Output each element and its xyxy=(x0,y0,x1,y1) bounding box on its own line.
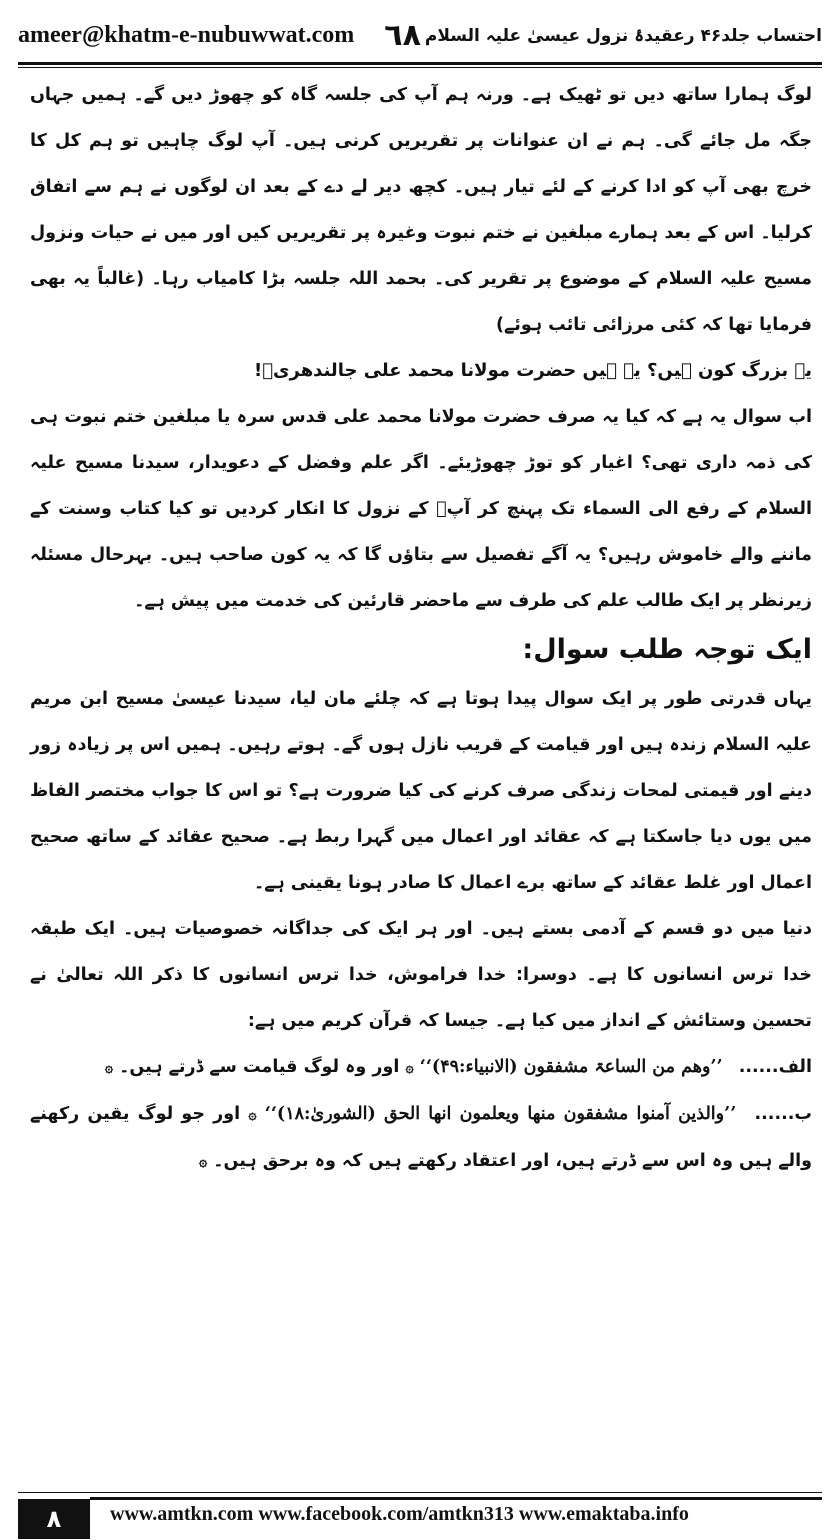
paragraph-1: لوگ ہمارا ساتھ دیں تو ٹھیک ہے۔ ورنہ ہم آپ کی جلسہ گاہ کو چھوڑ دیں گے۔ ہمیں جہاں جگہ مل جائے گی۔ ہم نے ان عنوانات پر تقریریں کرنی ہیں۔ آپ لوگ چاہیں تو ہم کل کا خرچ بھی آپ کو ادا کرنے کے لئے تیار ہیں۔ کچھ دیر لے دے کے بعد ان لوگوں نے ہم سے اتفاق کرلیا۔ اس کے بعد ہمارے مبلغین نے ختم نبوت وغیرہ پر تقریریں کیں اور میں نے حیات ونزول مسیح علیہ السلام کے موضوع پر تقریر کی۔ بحمد اللہ جلسہ بڑا کامیاب رہا۔ (غالباً یہ بھی فرمایا تھا کہ کئی مرزائی تائب ہوئے) xyxy=(30,85,812,335)
ornament-icon: ۞ xyxy=(248,1107,257,1123)
quote-a-label: الف...... xyxy=(738,1057,812,1077)
paragraph-4: دنیا میں دو قسم کے آدمی بستے ہیں۔ اور ہر ایک کی جداگانہ خصوصیات ہیں۔ ایک طبقہ خدا ترس انسانوں کا ہے۔ دوسرا: خدا فراموش، خدا ترس انسانوں کا ذکر اللہ تعالیٰ نے تحسین وستائش کے انداز میں کیا ہے۔ جیسا کہ قرآن کریم میں ہے: xyxy=(30,919,812,1031)
quote-a-arabic: ’’وھم من الساعۃ مشفقون (الانبیاء:۴۹)‘‘ xyxy=(419,1057,723,1077)
ornament-icon: ۞ xyxy=(198,1154,208,1170)
paragraph-2: اب سوال یہ ہے کہ کیا یہ صرف حضرت مولانا محمد علی قدس سرہ یا مبلغین ختم نبوت ہی کی ذمہ داری تھی؟ اغیار کو توڑ چھوڑیئے۔ اگر علم وفضل کے دعویدار، سیدنا مسیح علیہ السلام کے رفع الی السماء تک پہنچ کر آپؑ کے نزول کا انکار کردیں تو کیا کتاب وسنت کے ماننے والے خاموش رہیں؟ یہ آگے تفصیل سے بتاؤں گا کہ یہ کون صاحب ہیں۔ بہرحال مسئلہ زیرنظر پر ایک طالب علم کی طرف سے ماحضر قارئین کی خدمت میں پیش ہے۔ xyxy=(30,407,812,611)
ornament-icon: ۞ xyxy=(104,1060,114,1076)
running-title: احتساب جلد۴۶ رعقیدۂ نزول عیسیٰ علیہ السلام xyxy=(424,25,822,46)
subheading: یہ بزرگ کون ہیں؟ یہ ہیں حضرت مولانا محمد علی جالندھریؒ! xyxy=(254,360,812,381)
header-rule-thin xyxy=(18,67,822,68)
section-heading: ایک توجہ طلب سوال: xyxy=(522,634,812,665)
ornament-icon: ۞ xyxy=(405,1060,414,1076)
footer-page-box: ٨ xyxy=(18,1499,90,1539)
page-footer xyxy=(18,1492,822,1533)
quote-b xyxy=(30,1091,812,1185)
footer-rule xyxy=(90,1497,822,1500)
quote-b-label: ب...... xyxy=(754,1104,812,1124)
header-rule-thick xyxy=(18,62,822,65)
quote-b-translation: اور جو لوگ یقین رکھنے والے ہیں وہ اس سے ڈرتے ہیں، اور اعتقاد رکھتے ہیں کہ وہ برحق ہیں۔ xyxy=(30,1104,812,1171)
footer-links: www.amtkn.com www.facebook.com/amtkn313 www.emaktaba.info xyxy=(110,1503,689,1525)
page-number: ٦٨ xyxy=(384,17,421,53)
quote-a-translation: اور وہ لوگ قیامت سے ڈرتے ہیں۔ xyxy=(119,1057,400,1077)
page-header xyxy=(18,8,822,62)
paragraph-3: یہاں قدرتی طور پر ایک سوال پیدا ہوتا ہے کہ چلئے مان لیا، سیدنا عیسیٰ مسیح ابن مریم علیہ السلام زندہ ہیں اور قیامت کے قریب نازل ہوں گے۔ ہوتے رہیں۔ ہمیں اس پر زیادہ زور دینے اور قیمتی لمحات زندگی صرف کرنے کی کیا ضرورت ہے؟ تو اس کا جواب مختصر الفاظ میں یوں دیا جاسکتا ہے کہ عقائد اور اعمال میں گہرا ربط ہے۔ صحیح عقائد کے ساتھ صحیح اعمال اور غلط عقائد کے ساتھ برے اعمال کا صادر ہونا یقینی ہے۔ xyxy=(30,689,812,893)
quote-b-arabic: ’’والذین آمنوا مشفقون منھا ویعلمون انھا الحق (الشوریٰ:۱۸)‘‘ xyxy=(264,1104,737,1124)
header-email: ameer@khatm-e-nubuwwat.com xyxy=(18,21,355,48)
page-body xyxy=(30,72,812,1185)
quote-a xyxy=(30,1044,812,1091)
